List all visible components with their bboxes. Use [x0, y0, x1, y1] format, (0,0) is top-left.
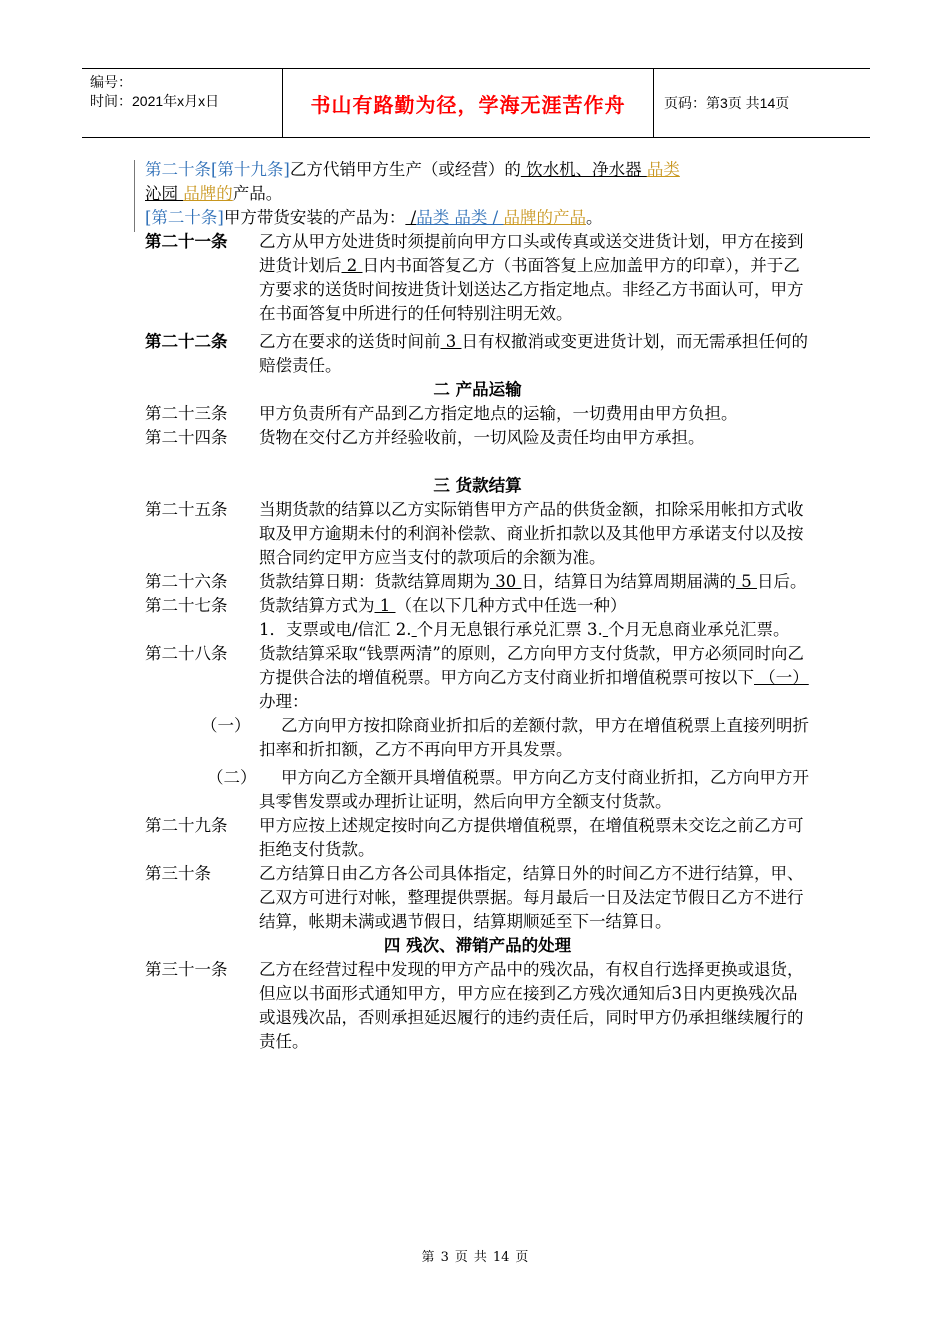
header-motto: 书山有路勤为径，学海无涯苦作舟 — [282, 69, 654, 137]
article-text: 货款结算方式为 — [259, 596, 375, 615]
article-22 — [145, 330, 810, 378]
header-meta — [82, 69, 282, 137]
time-label: 时间：2021年x月x日 — [90, 93, 220, 109]
footer-di: 第 — [421, 1250, 435, 1265]
article-label: 第二十三条 — [145, 404, 228, 423]
article-text: 当期货款的结算以乙方实际销售甲方产品的供货金额，扣除采用帐扣方式收取及甲方逾期未付的利润补偿款、商业折扣款以及其他甲方承诺支付以及按照合同约定甲方应当支付的款项后的余额为准。 — [259, 500, 804, 567]
article-31 — [145, 958, 810, 1054]
footer-gong: 共 — [473, 1250, 487, 1265]
article-20-text: 乙方代销甲方生产（或经营）的 — [289, 160, 521, 179]
document-body — [145, 158, 810, 1054]
document-header — [82, 68, 870, 138]
article-text: 乙方在要求的送货时间前 — [259, 332, 441, 351]
article-20 — [145, 158, 810, 206]
article-20-label: 第二十条[第十九条] — [145, 160, 290, 179]
article-text: 乙方在经营过程中发现的甲方产品中的残次品，有权自行选择更换或退货，但应以书面形式通知甲方，甲方应在接到乙方残次通知后3日内更换残次品或退残次品，否则承担延迟履行的违约责任后，同时甲方仍承担继续履行的责任。 — [259, 960, 804, 1051]
article-20-fill-category: 品类 — [646, 160, 680, 179]
footer-page-number: 3 — [440, 1250, 449, 1265]
article-fill: 30 — [490, 572, 522, 591]
article-text-cont: 日内书面答复乙方（书面答复上应加盖甲方的印章），并于乙方要求的送货时间按进货计划送达乙方指定地点。非经乙方书面认可，甲方在书面答复中所进行的任何特别注明无效。 — [259, 256, 804, 323]
article-label: 第二十七条 — [145, 596, 228, 615]
footer-total-pages: 14 — [492, 1250, 510, 1265]
article-text: 甲方负责所有产品到乙方指定地点的运输，一切费用由甲方负担。 — [259, 404, 738, 423]
article-fill: 1 — [374, 596, 396, 615]
article-20-fill-brand: 沁园 — [145, 184, 184, 203]
article-26 — [145, 570, 810, 594]
article-28-item-2: （二） 甲方向乙方全额开具增值税票。甲方向乙方支付商业折扣，乙方向甲方开具零售发票或办理折让证明，然后向甲方全额支付货款。 — [207, 768, 809, 811]
page-footer — [0, 1246, 950, 1265]
article-28 — [145, 642, 810, 714]
article-label: 第二十八条 — [145, 644, 228, 663]
article-24 — [145, 426, 810, 450]
article-fill-2: 5 — [736, 572, 757, 591]
article-20-fill-product: 饮水机、净水器 — [520, 160, 647, 179]
article-27 — [145, 594, 810, 642]
article-28-item-1: （一） 乙方向甲方按扣除商业折扣后的差额付款，甲方在增值税票上直接列明折扣率和折扣额，乙方不再向甲方开具发票。 — [201, 716, 809, 759]
article-text-cont: 日有权撤消或变更进货计划，而无需承担任何的赔偿责任。 — [259, 332, 808, 375]
footer-ye-2: 页 — [515, 1250, 529, 1265]
article-20b-fill4: 品牌的产品 — [503, 208, 586, 227]
article-label: 第二十六条 — [145, 572, 228, 591]
article-text-cont: 办理： — [259, 692, 309, 711]
article-options-3: 个月无息商业承兑汇票。 — [608, 620, 790, 639]
article-29 — [145, 814, 810, 862]
section-heading-transport: 二 产品运输 — [433, 380, 522, 399]
article-label: 第三十一条 — [145, 960, 228, 979]
article-20b-fill3: 品类 / — [449, 208, 504, 227]
revision-bar — [134, 160, 135, 232]
article-21 — [145, 230, 810, 326]
article-fill: （一） — [754, 668, 809, 687]
article-label: 第二十一条 — [145, 232, 228, 251]
article-options-2: 个月无息银行承兑汇票 3. — [416, 620, 603, 639]
article-options: 1．支票或电/信汇 2. — [259, 620, 412, 639]
article-label: 第二十九条 — [145, 816, 228, 835]
article-label: 第三十条 — [145, 864, 211, 883]
serial-label: 编号： — [90, 74, 132, 90]
footer-ye: 页 — [454, 1250, 468, 1265]
article-label: 第二十四条 — [145, 428, 228, 447]
article-23 — [145, 402, 810, 426]
article-text-cont: 日，结算日为结算周期届满的 — [521, 572, 736, 591]
article-20-fill-brand-label: 品牌的 — [183, 184, 233, 203]
article-text-end: 日后。 — [757, 572, 807, 591]
article-text: 货款结算日期：货款结算周期为 — [259, 572, 490, 591]
article-label: 第二十五条 — [145, 500, 228, 519]
article-text: 乙方从甲方处进货时须提前向甲方口头或传真或送交进货计划，甲方在接到进货计划后 — [259, 232, 804, 275]
header-page-info: 页码：第3页 共14页 — [664, 95, 790, 111]
article-20b-fill1: / — [405, 208, 417, 227]
article-text-cont: （在以下几种方式中任选一种） — [395, 596, 627, 615]
article-text: 乙方结算日由乙方各公司具体指定，结算日外的时间乙方不进行结算，甲、乙双方可进行对帐，整理提供票据。每月最后一日及法定节假日乙方不进行结算，帐期未满或遇节假日，结算期顺延至下一结算日。 — [259, 864, 804, 931]
article-text: 货物在交付乙方并经验收前，一切风险及责任均由甲方承担。 — [259, 428, 705, 447]
article-label: 第二十二条 — [145, 332, 228, 351]
article-20b-end: 。 — [585, 208, 603, 227]
article-30 — [145, 862, 810, 934]
article-fill: 3 — [440, 332, 462, 351]
item-text: 乙方向甲方按扣除商业折扣后的差额付款，甲方在增值税票上直接列明折扣率和折扣额，乙方不再向甲方开具发票。 — [259, 716, 809, 759]
article-20-end: 产品。 — [232, 184, 283, 203]
article-text: 甲方应按上述规定按时向乙方提供增值税票，在增值税票未交讫之前乙方可拒绝支付货款。 — [259, 816, 804, 859]
article-20b-label: [第二十条] — [145, 208, 224, 227]
section-heading-defective: 四 残次、滞销产品的处理 — [383, 936, 572, 955]
article-25 — [145, 498, 810, 570]
item-text: 甲方向乙方全额开具增值税票。甲方向乙方支付商业折扣，乙方向甲方开具零售发票或办理折让证明，然后向甲方全额支付货款。 — [259, 768, 809, 811]
section-heading-settlement: 三 货款结算 — [433, 476, 522, 495]
article-20b-fill2: 品类 — [416, 208, 450, 227]
article-text: 货款结算采取“钱票两清”的原则，乙方向甲方支付货款，甲方必须同时向乙方提供合法的增值税票。甲方向乙方支付商业折扣增值税票可按以下 — [259, 644, 804, 687]
article-20b — [145, 206, 810, 230]
article-20b-text: 甲方带货安装的产品为： — [223, 208, 406, 227]
article-fill: 2 — [341, 256, 363, 275]
